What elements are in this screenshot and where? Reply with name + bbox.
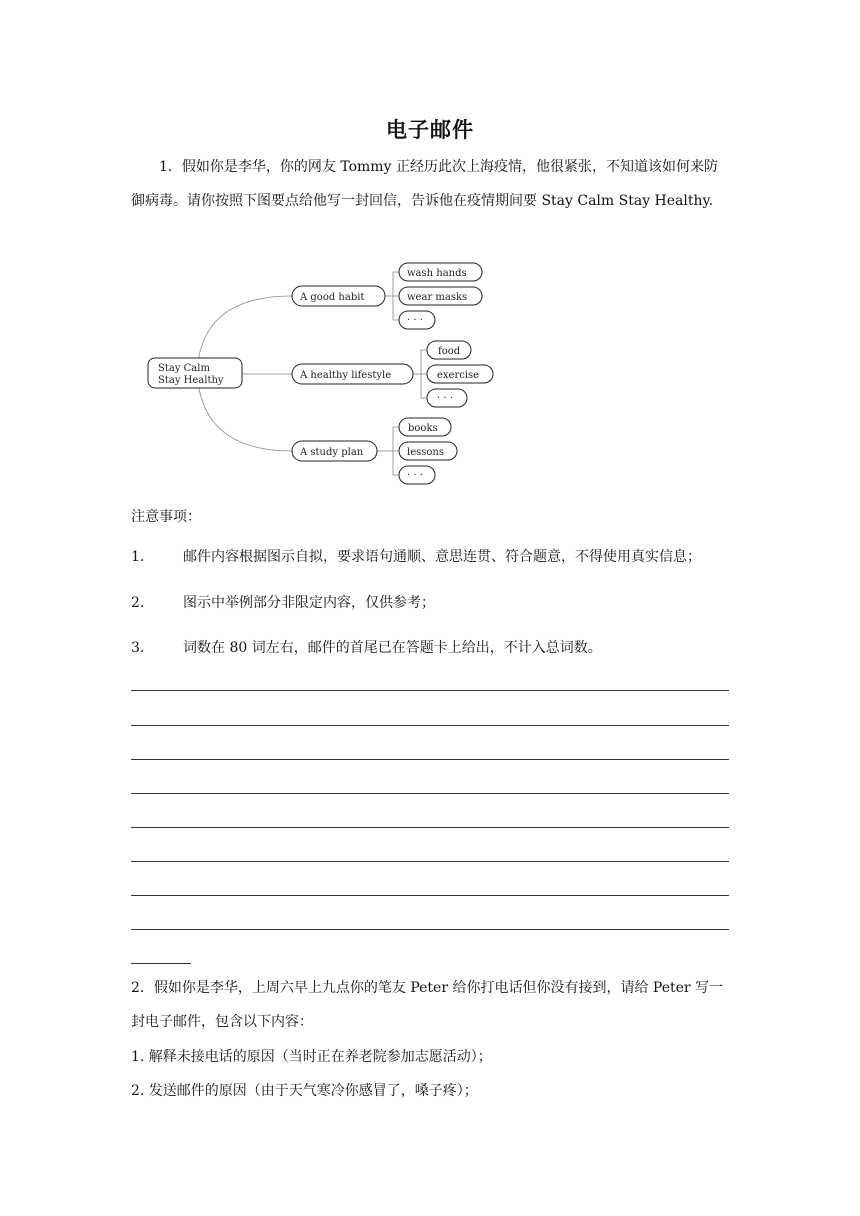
answer-line-short[interactable] bbox=[131, 963, 191, 964]
answer-line[interactable] bbox=[131, 895, 729, 896]
branch-healthy-lifestyle: A healthy lifestyle bbox=[300, 370, 392, 381]
branch-good-habit: A good habit bbox=[300, 292, 365, 303]
q2-requirement-item: 2. 发送邮件的原因（由于天气寒冷你感冒了，嗓子疼）； bbox=[131, 1083, 478, 1099]
leaf-food: food bbox=[438, 346, 461, 357]
page-title: 电子邮件 bbox=[386, 118, 474, 142]
question-2-text: 2．假如你是李华，上周六早上九点你的笔友 Peter 给你打电话但你没有接到，请给 Peter 写一封电子邮件，包含以下内容： bbox=[131, 980, 724, 1030]
leaf-wash-hands: wash hands bbox=[407, 268, 467, 279]
leaf-books: books bbox=[408, 423, 438, 434]
note-item: 3. 词数在 80 词左右，邮件的首尾已在答题卡上给出，不计入总词数。 bbox=[131, 640, 602, 656]
leaf-lessons: lessons bbox=[407, 447, 444, 458]
answer-line[interactable] bbox=[131, 759, 729, 760]
answer-line[interactable] bbox=[131, 929, 729, 930]
leaf-wear-masks: wear masks bbox=[407, 292, 468, 303]
leaf-exercise: exercise bbox=[437, 370, 480, 381]
leaf-ellipsis-1: · · · bbox=[407, 315, 423, 326]
answer-line[interactable] bbox=[131, 793, 729, 794]
mind-map-diagram bbox=[145, 258, 505, 488]
note-item: 1. 邮件内容根据图示自拟，要求语句通顺、意思连贯、符合题意，不得使用真实信息； bbox=[131, 549, 701, 565]
branch-study-plan: A study plan bbox=[300, 447, 364, 458]
question-1-text: 1．假如你是李华，你的网友 Tommy 正经历此次上海疫情，他很紧张，不知道该如何来防御病毒。请你按照下图要点给他写一封回信，告诉他在疫情期间要 Stay Calm Stay Healthy. bbox=[131, 159, 718, 209]
center-node-line1: Stay Calm bbox=[158, 363, 210, 374]
question-2-prompt bbox=[131, 971, 731, 1039]
note-item: 2. 图示中举例部分非限定内容，仅供参考； bbox=[131, 595, 435, 611]
notes-heading: 注意事项： bbox=[131, 509, 201, 525]
leaf-ellipsis-2: · · · bbox=[437, 393, 453, 404]
answer-line[interactable] bbox=[131, 725, 729, 726]
center-node-line2: Stay Healthy bbox=[158, 375, 224, 386]
answer-line[interactable] bbox=[131, 690, 729, 691]
answer-line[interactable] bbox=[131, 827, 729, 828]
answer-line[interactable] bbox=[131, 861, 729, 862]
q2-requirement-item: 1. 解释未接电话的原因（当时正在养老院参加志愿活动）； bbox=[131, 1049, 492, 1065]
question-1-prompt bbox=[131, 150, 731, 218]
leaf-ellipsis-3: · · · bbox=[407, 470, 423, 481]
